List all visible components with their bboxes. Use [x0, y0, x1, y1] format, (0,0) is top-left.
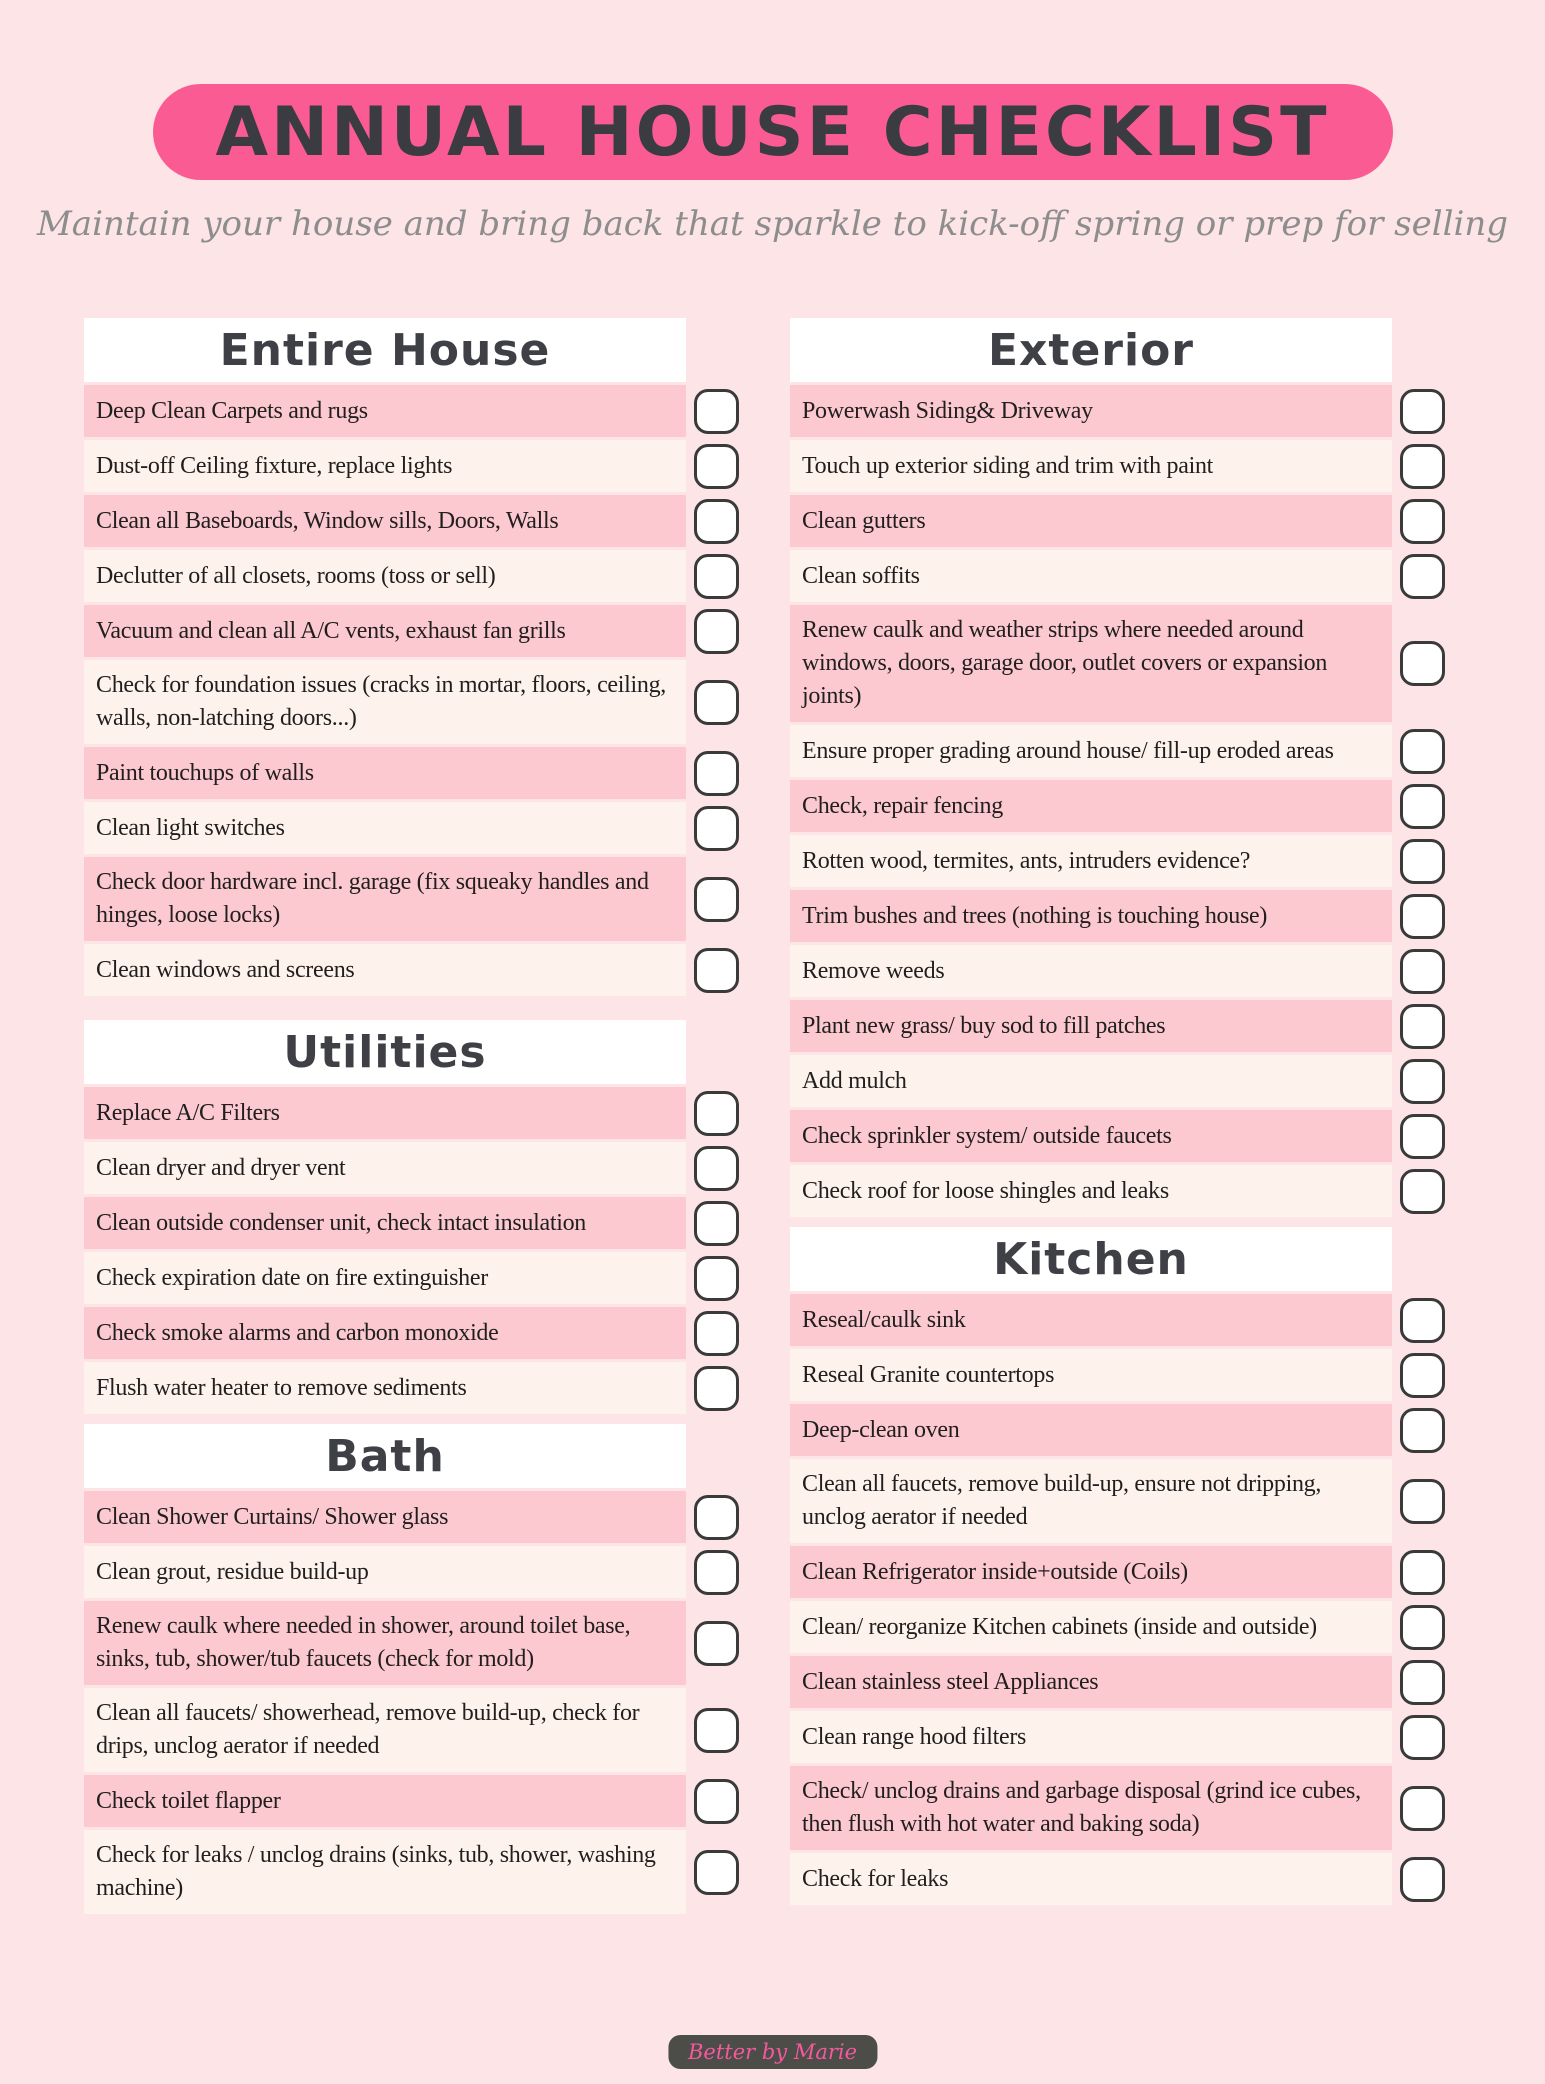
- checklist-item-text: Check expiration date on fire extinguisher: [84, 1252, 686, 1304]
- checklist-row: [790, 1349, 1445, 1401]
- checkbox[interactable]: [694, 751, 739, 796]
- checkbox[interactable]: [694, 1779, 739, 1824]
- checkbox[interactable]: [1400, 641, 1445, 686]
- checklist-row: [790, 495, 1445, 547]
- checklist-item-text: Clean Shower Curtains/ Shower glass: [84, 1491, 686, 1543]
- section-utilities: [84, 1020, 739, 1414]
- right-column: [790, 318, 1445, 1908]
- checkbox[interactable]: [1400, 949, 1445, 994]
- section-bath: [84, 1424, 739, 1914]
- checklist-page: [0, 84, 1545, 2084]
- checklist-row: [84, 385, 739, 437]
- checklist-item-text: Dust-off Ceiling fixture, replace lights: [84, 440, 686, 492]
- checklist-row: [84, 857, 739, 941]
- checkbox[interactable]: [1400, 1169, 1445, 1214]
- checkbox[interactable]: [694, 554, 739, 599]
- checklist-item-text: Reseal Granite countertops: [790, 1349, 1392, 1401]
- checklist-row: [790, 605, 1445, 722]
- checklist-item-text: Clean range hood filters: [790, 1711, 1392, 1763]
- checkbox[interactable]: [1400, 894, 1445, 939]
- checkbox[interactable]: [694, 609, 739, 654]
- checklist-item-text: Deep Clean Carpets and rugs: [84, 385, 686, 437]
- checklist-item-text: Clean Refrigerator inside+outside (Coils): [790, 1546, 1392, 1598]
- checklist-item-text: Clean all Baseboards, Window sills, Doors, Walls: [84, 495, 686, 547]
- checklist-row: [84, 1307, 739, 1359]
- checklist-item-text: Renew caulk and weather strips where needed around windows, doors, garage door, outlet covers or expansion joints): [790, 605, 1392, 722]
- checkbox[interactable]: [694, 1256, 739, 1301]
- checklist-item-text: Renew caulk where needed in shower, around toilet base, sinks, tub, shower/tub faucets (check for mold): [84, 1601, 686, 1685]
- checkbox[interactable]: [1400, 1715, 1445, 1760]
- checklist-item-text: Check, repair fencing: [790, 780, 1392, 832]
- page-subtitle: Maintain your house and bring back that sparkle to kick-off spring or prep for selling: [36, 204, 1508, 244]
- checklist-row: [84, 1362, 739, 1414]
- checkbox[interactable]: [1400, 554, 1445, 599]
- checklist-item-text: Check roof for loose shingles and leaks: [790, 1165, 1392, 1217]
- checklist-item-text: Touch up exterior siding and trim with paint: [790, 440, 1392, 492]
- checklist-item-text: Vacuum and clean all A/C vents, exhaust fan grills: [84, 605, 686, 657]
- brand-badge: [668, 2035, 877, 2069]
- checklist-item-text: Clean outside condenser unit, check intact insulation: [84, 1197, 686, 1249]
- checklist-row: [790, 1165, 1445, 1217]
- checklist-item-text: Rotten wood, termites, ants, intruders evidence?: [790, 835, 1392, 887]
- section-entire-house: [84, 318, 739, 996]
- section-rows: [84, 1087, 739, 1414]
- checklist-row: [84, 944, 739, 996]
- checkbox[interactable]: [694, 948, 739, 993]
- checkbox[interactable]: [1400, 729, 1445, 774]
- checklist-row: [84, 1688, 739, 1772]
- checklist-item-text: Clean dryer and dryer vent: [84, 1142, 686, 1194]
- checklist-item-text: Trim bushes and trees (nothing is touching house): [790, 890, 1392, 942]
- checkbox[interactable]: [694, 1708, 739, 1753]
- left-column: [84, 318, 739, 1917]
- section-title-utilities: Utilities: [84, 1020, 686, 1084]
- checklist-item-text: Clean gutters: [790, 495, 1392, 547]
- checkbox[interactable]: [1400, 1114, 1445, 1159]
- checkbox[interactable]: [694, 389, 739, 434]
- checklist-row: [790, 890, 1445, 942]
- checklist-item-text: Deep-clean oven: [790, 1404, 1392, 1456]
- checklist-item-text: Clean soffits: [790, 550, 1392, 602]
- checklist-row: [790, 725, 1445, 777]
- checklist-item-text: Replace A/C Filters: [84, 1087, 686, 1139]
- page-title: ANNUAL HOUSE CHECKLIST: [215, 92, 1330, 172]
- checklist-row: [84, 1087, 739, 1139]
- checklist-item-text: Check smoke alarms and carbon monoxide: [84, 1307, 686, 1359]
- checklist-item-text: Flush water heater to remove sediments: [84, 1362, 686, 1414]
- checkbox[interactable]: [694, 1146, 739, 1191]
- checklist-row: [84, 802, 739, 854]
- checkbox[interactable]: [1400, 1298, 1445, 1343]
- checkbox[interactable]: [694, 1495, 739, 1540]
- checkbox[interactable]: [1400, 1605, 1445, 1650]
- section-rows: [84, 385, 739, 996]
- checklist-row: [84, 1197, 739, 1249]
- checkbox[interactable]: [1400, 1004, 1445, 1049]
- checkbox[interactable]: [694, 806, 739, 851]
- checklist-item-text: Clean windows and screens: [84, 944, 686, 996]
- checklist-row: [84, 1142, 739, 1194]
- checkbox[interactable]: [694, 1550, 739, 1595]
- checkbox[interactable]: [694, 499, 739, 544]
- checklist-item-text: Check for leaks: [790, 1853, 1392, 1905]
- checklist-item-text: Clean grout, residue build-up: [84, 1546, 686, 1598]
- checklist-item-text: Clean/ reorganize Kitchen cabinets (inside and outside): [790, 1601, 1392, 1653]
- checkbox[interactable]: [1400, 444, 1445, 489]
- checklist-row: [790, 385, 1445, 437]
- checkbox[interactable]: [1400, 1059, 1445, 1104]
- checklist-item-text: Powerwash Siding& Driveway: [790, 385, 1392, 437]
- checklist-row: [84, 495, 739, 547]
- brand-badge-text: Better by Marie: [687, 2040, 858, 2064]
- checklist-row: [790, 1711, 1445, 1763]
- checklist-item-text: Check for leaks / unclog drains (sinks, tub, shower, washing machine): [84, 1830, 686, 1914]
- checkbox[interactable]: [1400, 389, 1445, 434]
- checkbox[interactable]: [694, 877, 739, 922]
- checklist-row: [84, 660, 739, 744]
- checkbox[interactable]: [1400, 1857, 1445, 1902]
- checklist-item-text: Declutter of all closets, rooms (toss or sell): [84, 550, 686, 602]
- checklist-row: [84, 605, 739, 657]
- section-rows: [790, 385, 1445, 1217]
- checklist-item-text: Remove weeds: [790, 945, 1392, 997]
- checkbox[interactable]: [1400, 1408, 1445, 1453]
- checklist-row: [790, 550, 1445, 602]
- checkbox[interactable]: [694, 444, 739, 489]
- checklist-item-text: Clean stainless steel Appliances: [790, 1656, 1392, 1708]
- checklist-row: [84, 747, 739, 799]
- checkbox[interactable]: [1400, 839, 1445, 884]
- section-kitchen: [790, 1227, 1445, 1905]
- checklist-row: [84, 1546, 739, 1598]
- checklist-row: [790, 1853, 1445, 1905]
- checklist-row: [790, 1656, 1445, 1708]
- checklist-row: [84, 1775, 739, 1827]
- checklist-item-text: Plant new grass/ buy sod to fill patches: [790, 1000, 1392, 1052]
- checkbox[interactable]: [694, 1311, 739, 1356]
- checkbox[interactable]: [1400, 1479, 1445, 1524]
- section-exterior: [790, 318, 1445, 1217]
- section-title-exterior: Exterior: [790, 318, 1392, 382]
- checklist-row: [790, 1110, 1445, 1162]
- checkbox[interactable]: [694, 1091, 739, 1136]
- checklist-item-text: Ensure proper grading around house/ fill-up eroded areas: [790, 725, 1392, 777]
- checklist-row: [790, 945, 1445, 997]
- checklist-row: [790, 1601, 1445, 1653]
- title-banner: [153, 84, 1393, 180]
- checkbox[interactable]: [1400, 1550, 1445, 1595]
- checklist-row: [84, 1830, 739, 1914]
- checklist-columns: [0, 318, 1545, 1917]
- checklist-row: [790, 780, 1445, 832]
- checklist-item-text: Check for foundation issues (cracks in mortar, floors, ceiling, walls, non-latching doors...): [84, 660, 686, 744]
- checklist-item-text: Clean all faucets/ showerhead, remove build-up, check for drips, unclog aerator if needed: [84, 1688, 686, 1772]
- checkbox[interactable]: [1400, 1660, 1445, 1705]
- checkbox[interactable]: [694, 680, 739, 725]
- checklist-row: [790, 440, 1445, 492]
- checklist-item-text: Check sprinkler system/ outside faucets: [790, 1110, 1392, 1162]
- section-title-bath: Bath: [84, 1424, 686, 1488]
- checklist-item-text: Clean light switches: [84, 802, 686, 854]
- checklist-row: [790, 835, 1445, 887]
- checkbox[interactable]: [694, 1366, 739, 1411]
- checklist-row: [790, 1546, 1445, 1598]
- checklist-row: [84, 1601, 739, 1685]
- checkbox[interactable]: [1400, 499, 1445, 544]
- page-header: [0, 84, 1545, 244]
- checklist-row: [790, 1766, 1445, 1850]
- checkbox[interactable]: [694, 1621, 739, 1666]
- checklist-item-text: Reseal/caulk sink: [790, 1294, 1392, 1346]
- checklist-row: [790, 1294, 1445, 1346]
- section-rows: [84, 1491, 739, 1914]
- checklist-row: [790, 1459, 1445, 1543]
- checklist-item-text: Paint touchups of walls: [84, 747, 686, 799]
- checklist-row: [84, 440, 739, 492]
- checkbox[interactable]: [694, 1201, 739, 1246]
- checklist-row: [790, 1055, 1445, 1107]
- checklist-row: [84, 1491, 739, 1543]
- checklist-row: [790, 1404, 1445, 1456]
- checklist-item-text: Add mulch: [790, 1055, 1392, 1107]
- checklist-row: [84, 1252, 739, 1304]
- checkbox[interactable]: [1400, 784, 1445, 829]
- checkbox[interactable]: [1400, 1786, 1445, 1831]
- checkbox[interactable]: [1400, 1353, 1445, 1398]
- section-rows: [790, 1294, 1445, 1905]
- checklist-row: [84, 550, 739, 602]
- section-title-kitchen: Kitchen: [790, 1227, 1392, 1291]
- checklist-item-text: Check/ unclog drains and garbage disposal (grind ice cubes, then flush with hot water and baking soda): [790, 1766, 1392, 1850]
- checklist-row: [790, 1000, 1445, 1052]
- checklist-item-text: Check door hardware incl. garage (fix squeaky handles and hinges, loose locks): [84, 857, 686, 941]
- section-title-entire-house: Entire House: [84, 318, 686, 382]
- checklist-item-text: Check toilet flapper: [84, 1775, 686, 1827]
- checklist-item-text: Clean all faucets, remove build-up, ensure not dripping, unclog aerator if needed: [790, 1459, 1392, 1543]
- checkbox[interactable]: [694, 1850, 739, 1895]
